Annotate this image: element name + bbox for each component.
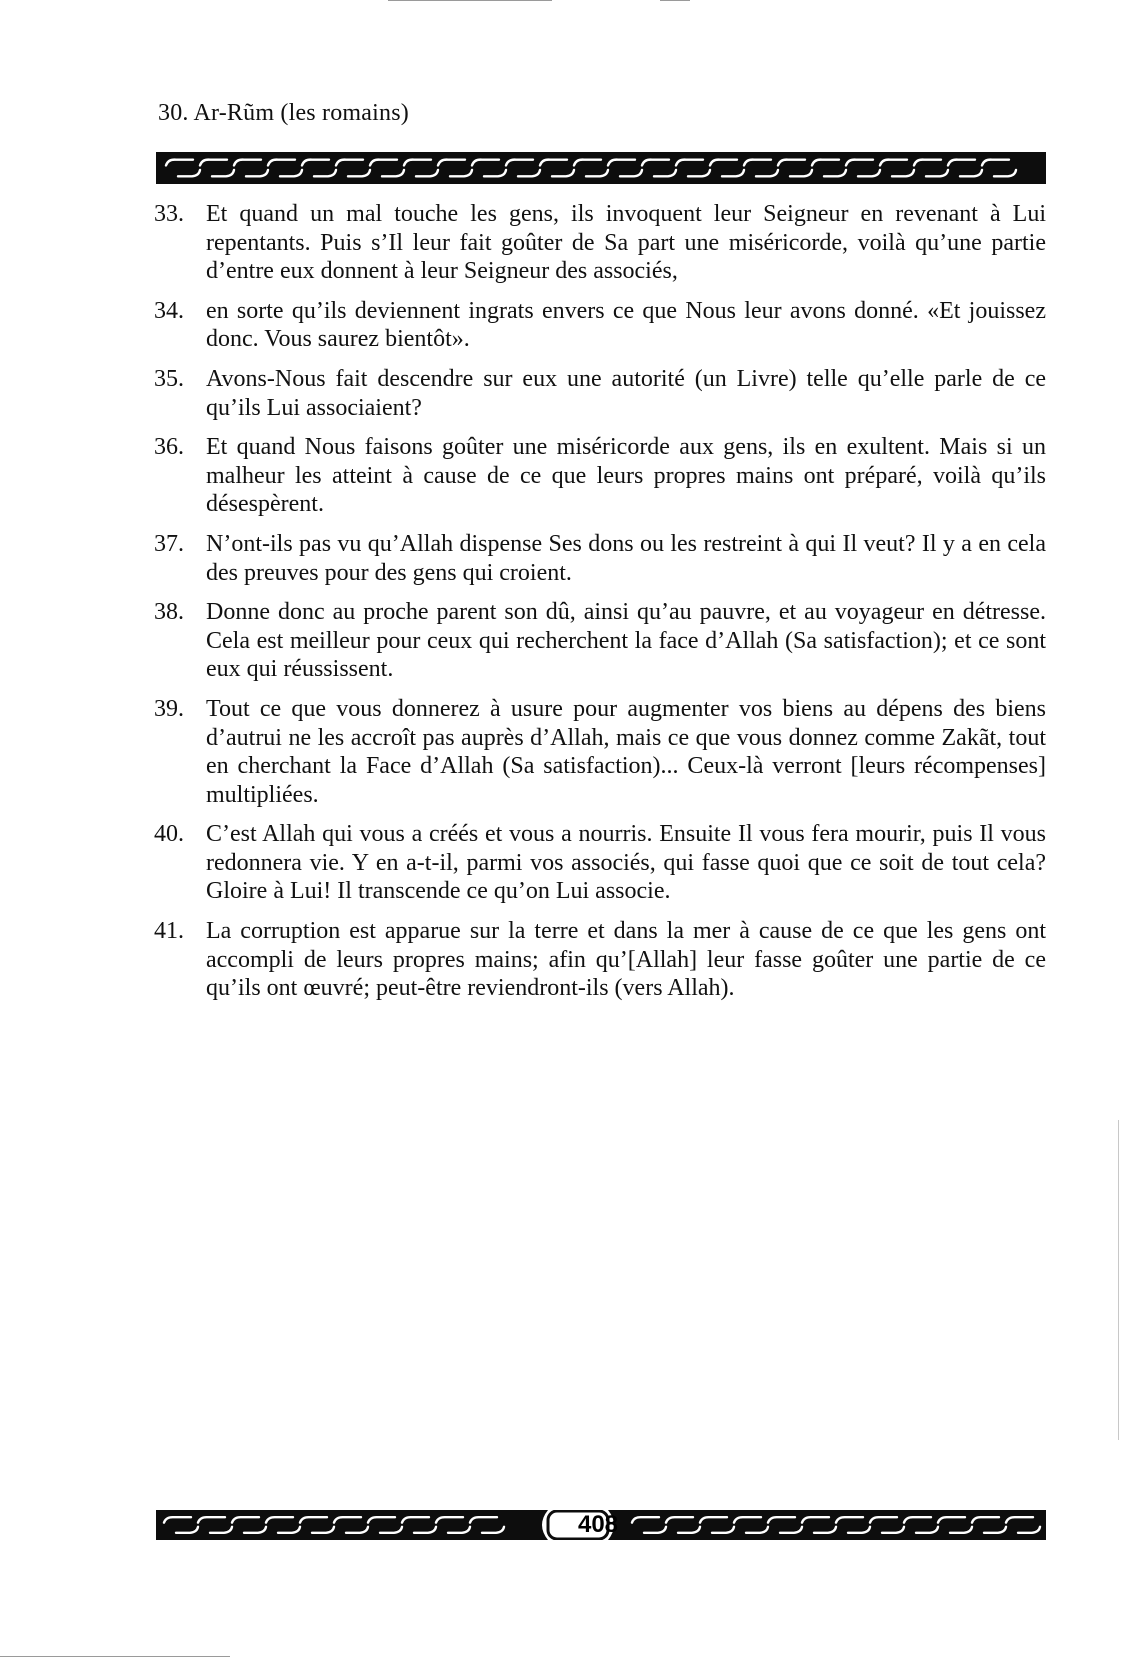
verse-number: 40. [154, 821, 184, 848]
verse-number: 38. [154, 599, 184, 626]
scan-edge-top-right [660, 0, 690, 1]
scan-edge-top-left [388, 0, 552, 1]
verse-text: Et quand Nous faisons goûter une miséricorde aux gens, ils en exultent. Mais si un malheur les atteint à cause de ce que leurs propres mains ont préparé, voilà qu’ils désespèrent. [206, 434, 1046, 518]
verse-number: 41. [154, 918, 184, 945]
verse-item [154, 695, 1046, 809]
verse-number: 39. [154, 695, 184, 722]
verse-text: Tout ce que vous donnerez à usure pour augmenter vos biens au dépens des biens d’autrui ne les accroît pas auprès d’Allah, mais ce que vous donnez comme Zakãt, tout en cherchant la Face d’Allah (Sa satisfaction)... Ceux-là verront [leurs récompenses] multipliées. [206, 695, 1046, 808]
verse-item [154, 598, 1046, 684]
verse-item [154, 820, 1046, 906]
verse-text: Avons-Nous fait descendre sur eux une autorité (un Livre) telle qu’elle parle de ce qu’ils Lui associaient? [206, 365, 1046, 421]
verse-text: Et quand un mal touche les gens, ils invoquent leur Seigneur en revenant à Lui repentants. Puis s’Il leur fait goûter de Sa part une miséricorde, voilà qu’une partie d’entre eux donnent à leur Seigneur des associés, [206, 201, 1046, 285]
verse-item [154, 297, 1046, 354]
verse-number: 33. [154, 201, 184, 227]
verse-text: N’ont-ils pas vu qu’Allah dispense Ses dons ou les restreint à qui Il veut? Il y a en cela des preuves pour des gens qui croient. [206, 530, 1046, 586]
verse-number: 36. [154, 434, 184, 461]
chapter-header-title: 30. Ar-Rũm (les romains) [158, 100, 409, 126]
verse-text: C’est Allah qui vous a créés et vous a nourris. Ensuite Il vous fera mourir, puis Il vous redonnera vie. Y en a-t-il, parmi vos associés, qui fasse quoi que ce soit de tout cela? Gloire à Lui! Il transcende ce qu’on Lui associe. [206, 821, 1046, 905]
scan-edge-right [1118, 1120, 1119, 1440]
verse-list [154, 200, 1046, 1014]
verse-number: 35. [154, 365, 184, 392]
verse-item [154, 433, 1046, 519]
page-number: 408 [577, 1511, 619, 1538]
verse-item [154, 365, 1046, 422]
verse-text: en sorte qu’ils deviennent ingrats envers ce que Nous leur avons donné. «Et jouissez donc. Vous saurez bientôt». [206, 297, 1046, 353]
scan-edge-bottom-left [0, 1656, 230, 1657]
verse-text: La corruption est apparue sur la terre et dans la mer à cause de ce que les gens ont accompli de leurs propres mains; afin qu’[Allah] leur fasse goûter une partie de ce qu’ils ont œuvré; peut-être reviendront-ils (vers Allah). [206, 918, 1046, 1002]
verse-number: 34. [154, 297, 184, 324]
verse-text: Donne donc au proche parent son dû, ainsi qu’au pauvre, et au voyageur en détresse. Cela est meilleur pour ceux qui recherchent la face d’Allah (Sa satisfaction); et ce sont eux qui réussissent. [206, 599, 1046, 683]
ornamental-band-top [156, 152, 1046, 184]
chain-ornament-top [156, 152, 1046, 184]
verse-number: 37. [154, 530, 184, 557]
verse-item [154, 917, 1046, 1003]
verse-item [154, 530, 1046, 587]
verse-item [154, 200, 1046, 286]
